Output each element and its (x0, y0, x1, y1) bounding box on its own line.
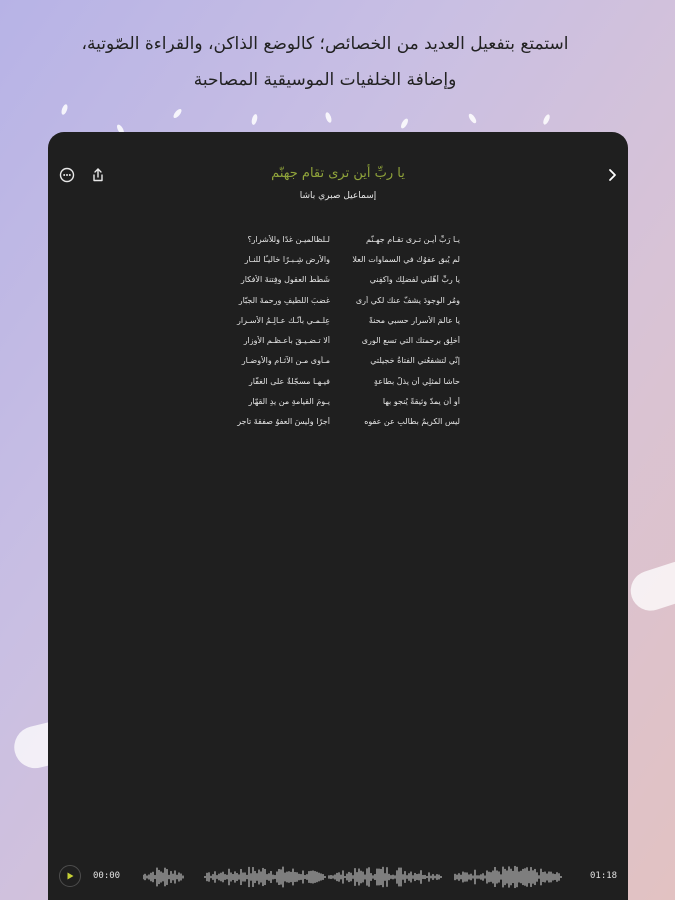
verse-second-hemistich: فيـهـا مسجّلةٌ على الغفّارِ (248, 376, 330, 386)
petal-decoration (172, 108, 183, 120)
verse-first-hemistich: لم يُبقِ عفوُك في السماوات العلا (352, 254, 460, 264)
verse-row (218, 270, 460, 290)
verse-first-hemistich: يا ربِّ أهّلني لفضلِك واكفِني (369, 275, 460, 285)
verse-row (218, 290, 460, 310)
verse-second-hemistich: غضبَ اللّطيفِ ورحمةَ الجبّارِ (238, 295, 330, 305)
verse-first-hemistich: أخلِق برحمتك التي تسع الورى (361, 336, 460, 346)
verse-row (218, 351, 460, 371)
promo-line-2: وإضافة الخلفيات الموسيقية المصاحبة (193, 70, 457, 90)
verse-first-hemistich: ليس الكريمُ بطالبٍ عن عفوه (364, 417, 460, 427)
verse-second-hemistich: ألّا تـضـيـقَ بأعـظـمِ الأوزارِ (243, 336, 330, 346)
verse-first-hemistich: يا عالمَ الأسرارِ حسبي محنةً (368, 315, 460, 325)
verse-first-hemistich: ومُرِ الوجودَ يشفّ عنك لكي أرى (355, 295, 460, 305)
petal-decoration (400, 117, 410, 129)
verse-first-hemistich: إنّي لتشفعُني الفتاةُ خجيلتي (370, 356, 460, 366)
verse-row (218, 229, 460, 249)
verse-second-hemistich: يـومَ القيامةِ من يدِ القهّارِ (248, 397, 330, 407)
petal-decoration (467, 113, 477, 125)
app-screen (48, 132, 628, 900)
current-time: 00:00 (93, 871, 121, 881)
petal-decoration (542, 113, 551, 125)
play-icon (65, 871, 75, 881)
verse-second-hemistich: عِلـمـي بأنّـك عـالِـمُ الأسـرارِ (237, 315, 330, 325)
verse-second-hemistich: لـلظّالميـن غدًا وللأشرارِ؟ (247, 234, 330, 244)
verse-first-hemistich: حاشا لمثلِي أن يذلَّ بطاعةٍ (373, 376, 460, 386)
promo-line-1: استمتع بتفعيل العديد من الخصائص؛ كالوضع الذاكن، والقراءة الصّوتية، (81, 34, 569, 54)
verse-second-hemistich: شَطَطَ العقولِ وفِتنةَ الأفكارِ (240, 275, 330, 285)
verse-second-hemistich: مـأوى مـن الآثـامِ والأوضـارِ (241, 356, 330, 366)
poem-verses (218, 229, 460, 432)
verse-first-hemistich: أو أن يمدّ وثيقةً يُنجو بها (382, 397, 460, 407)
verse-row (218, 330, 460, 350)
audio-player (48, 860, 628, 894)
audio-waveform-scrubber[interactable] (143, 863, 563, 891)
poem-title: يا ربِّ أين ترى تقام جهنّم (271, 166, 405, 181)
verse-second-hemistich: والأرضِ شِـبـرًا خاليـًا للنـارِ (244, 254, 330, 264)
verse-row (218, 412, 460, 432)
petal-decoration (60, 103, 68, 115)
promo-caption (30, 26, 620, 98)
duration: 01:18 (590, 871, 618, 881)
petal-decoration (251, 114, 259, 126)
verse-row (218, 371, 460, 391)
verse-row (218, 249, 460, 269)
poet-name: إسماعيل صبري باشا (299, 191, 377, 201)
play-button[interactable] (59, 865, 81, 887)
verse-second-hemistich: أجرًا وليسَ العفوُ صفقةَ تاجرِ (237, 417, 330, 427)
background-blob-right (626, 556, 675, 616)
verse-row (218, 310, 460, 330)
verse-first-hemistich: يـا رَبِّ أيـن تـرى تقـام جهـنّم (366, 234, 460, 244)
verse-row (218, 391, 460, 411)
petal-decoration (324, 111, 332, 123)
